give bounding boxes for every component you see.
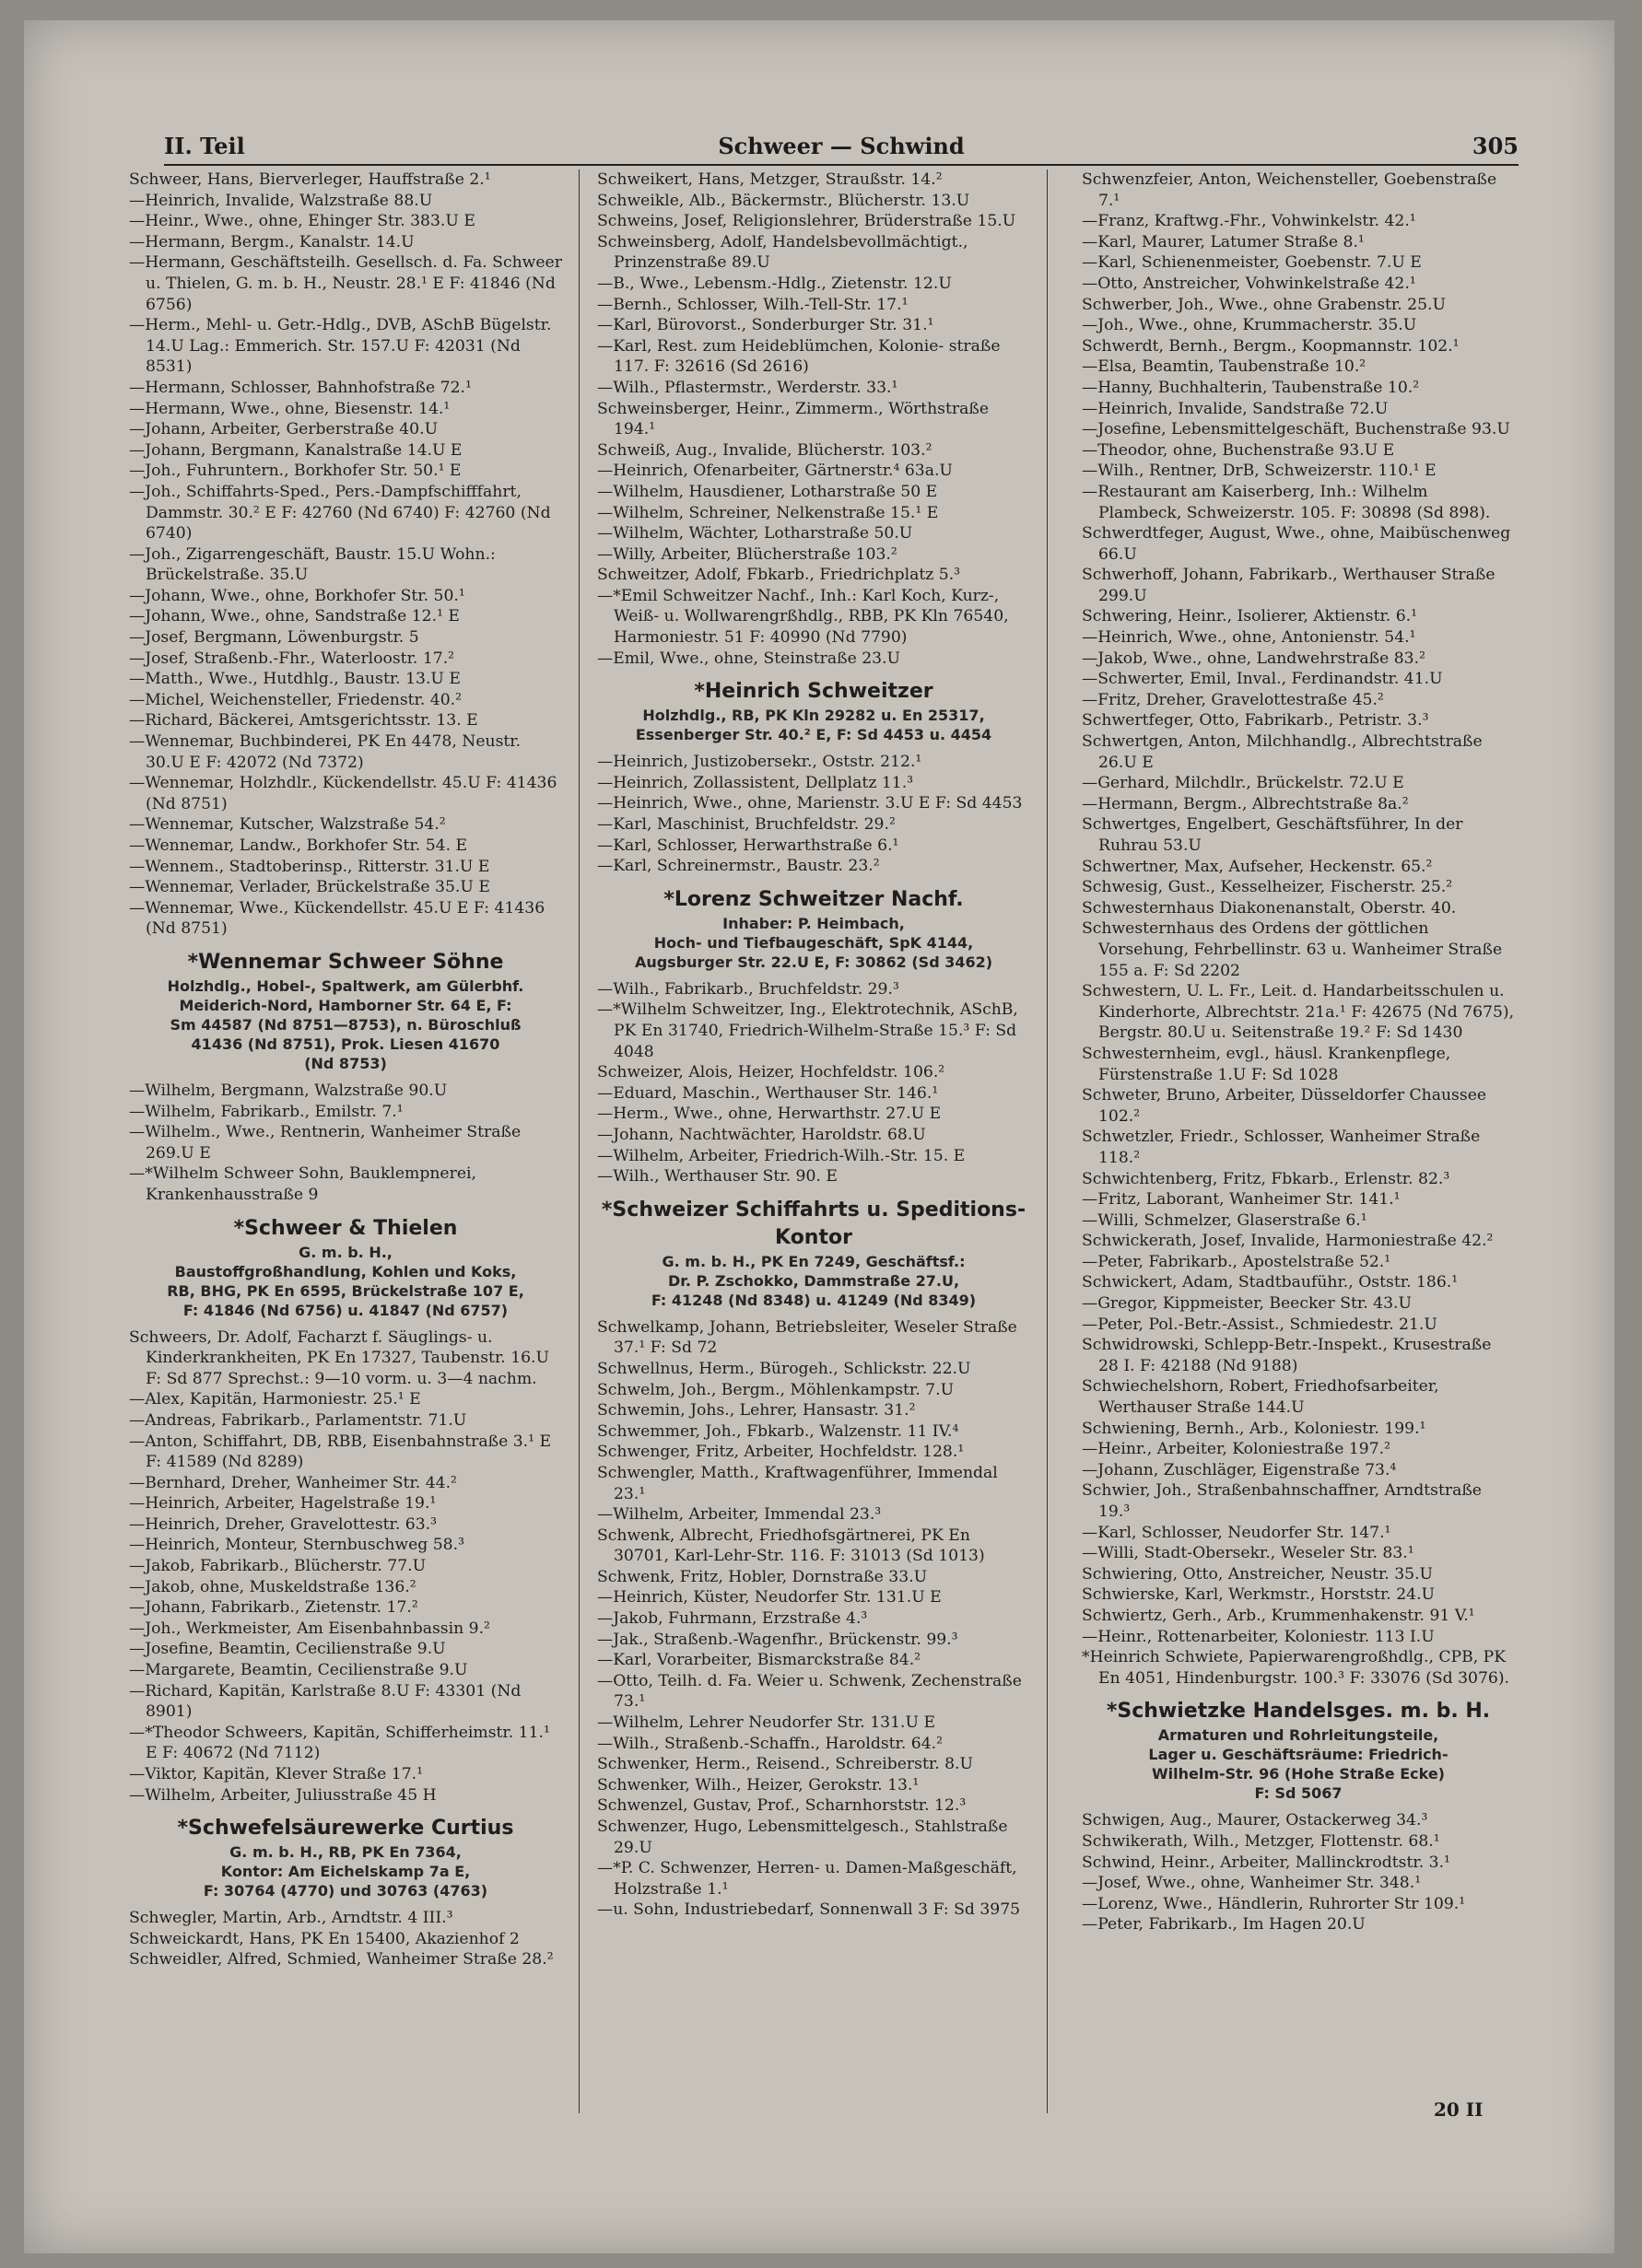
page-header xyxy=(164,127,1519,166)
directory-entry: Schweikle, Alb., Bäckermstr., Blücherstr. 13.U xyxy=(597,191,970,210)
directory-entry: Schwerber, Joh., Wwe., ohne Grabenstr. 25.U xyxy=(1082,295,1446,314)
directory-entry: —Joh., Zigarrengeschäft, Baustr. 15.U Wohn.: Brückelstraße. 35.U xyxy=(129,544,496,585)
directory-entry: *Heinrich Schwiete, Papierwarengroßhdlg., CPB, PK En 4051, Hindenburgstr. 100.³ F: 33076 (Sd 3076). xyxy=(1082,1648,1510,1688)
directory-entry: —Heinrich, Arbeiter, Hagelstraße 19.¹ xyxy=(129,1494,437,1514)
ad-title: *Wennemar Schweer Söhne xyxy=(187,950,504,974)
ad-line: G. m. b. H., PK En 7249, Geschäftsf.: xyxy=(662,1252,966,1270)
directory-entry: Schweitzer, Adolf, Fbkarb., Friedrichplatz 5.³ xyxy=(597,566,961,585)
ad-line: Holzhdlg., Hobel-, Spaltwerk, am Gülerbhf. xyxy=(167,976,524,995)
directory-entry: —Matth., Wwe., Hutdhlg., Baustr. 13.U E xyxy=(129,670,461,689)
directory-entry: Schwiechelshorn, Robert, Friedhofsarbeiter, Werthauser Straße 144.U xyxy=(1082,1377,1439,1418)
directory-entry: Schwetzler, Friedr., Schlosser, Wanheimer Straße 118.² xyxy=(1082,1128,1481,1167)
directory-entry: —Karl, Schlosser, Herwarthstraße 6.¹ xyxy=(597,836,899,855)
directory-entry: —*P. C. Schwenzer, Herren- u. Damen-Maßgeschäft, Holzstraße 1.¹ xyxy=(597,1859,1017,1899)
directory-entry: —Wilhelm, Hausdiener, Lotharstraße 50 E xyxy=(597,482,938,501)
directory-entry: —Josef, Wwe., ohne, Wanheimer Str. 348.¹ xyxy=(1082,1874,1422,1893)
directory-entry: —Eduard, Maschin., Werthauser Str. 146.¹ xyxy=(597,1083,939,1103)
directory-entry: Schweers, Dr. Adolf, Facharzt f. Säuglings- u. Kinderkrankheiten, PK En 17327, Taubenstr. 16.U F: Sd 877 Sprechst.: 9—10 vorm. u. 3—4 nachm. xyxy=(129,1327,550,1388)
directory-entry: —Wilh., Fabrikarb., Bruchfeldstr. 29.³ xyxy=(597,979,899,999)
column-2 xyxy=(597,170,1030,1921)
directory-entry: —Anton, Schiffahrt, DB, RBB, Eisenbahnstraße 3.¹ E F: 41589 (Nd 8289) xyxy=(129,1432,552,1472)
directory-entry: —Wennemar, Kutscher, Walzstraße 54.² xyxy=(129,815,446,835)
directory-entry: —Herm., Wwe., ohne, Herwarthstr. 27.U E xyxy=(597,1105,942,1124)
directory-entry: Schwiering, Otto, Anstreicher, Neustr. 35.U xyxy=(1082,1564,1434,1584)
directory-entry: —Alex, Kapitän, Harmoniestr. 25.¹ E xyxy=(129,1390,421,1409)
directory-entry: —Karl, Rest. zum Heideblümchen, Kolonie- straße 117. F: 32616 (Sd 2616) xyxy=(597,336,1001,377)
directory-entry: Schwind, Heinr., Arbeiter, Mallinckrodtstr. 3.¹ xyxy=(1082,1853,1450,1872)
directory-entry: —*Theodor Schweers, Kapitän, Schifferheimstr. 11.¹ E F: 40672 (Nd 7112) xyxy=(129,1723,550,1763)
ad-title: *Lorenz Schweitzer Nachf. xyxy=(663,887,964,911)
directory-entry: —Schwerter, Emil, Inval., Ferdinandstr. 41.U xyxy=(1082,670,1443,689)
directory-entry: Schwertner, Max, Aufseher, Heckenstr. 65.² xyxy=(1082,857,1433,876)
ad-title: *Schwefelsäurewerke Curtius xyxy=(177,1817,514,1841)
directory-entry: —Karl, Schienenmeister, Goebenstr. 7.U E xyxy=(1082,253,1422,273)
directory-entry: —Andreas, Fabrikarb., Parlamentstr. 71.U xyxy=(129,1410,467,1430)
ad-box-schweer-thielen xyxy=(129,1215,562,1320)
directory-entry: Schwigen, Aug., Maurer, Ostackerweg 34.³ xyxy=(1082,1811,1428,1830)
ad-line: G. m. b. H., RB, PK En 7364, xyxy=(229,1843,462,1862)
ad-line: Augsburger Str. 22.U E, F: 30862 (Sd 3462) xyxy=(634,953,993,971)
directory-entry: —Wilhelm, Lehrer Neudorfer Str. 131.U E xyxy=(597,1713,935,1733)
directory-entry: —Karl, Schlosser, Neudorfer Str. 147.¹ xyxy=(1082,1523,1391,1542)
ad-line: F: 30764 (4770) und 30763 (4763) xyxy=(203,1882,488,1900)
directory-entry: —Lorenz, Wwe., Händlerin, Ruhrorter Str 109.¹ xyxy=(1082,1894,1466,1913)
directory-entry: —Joh., Schiffahrts-Sped., Pers.-Dampfschifffahrt, Dammstr. 30.² E F: 42760 (Nd 6740) F: 42760 (Nd 6740) xyxy=(129,482,551,544)
directory-entry: —Wilh., Straßenb.-Schaffn., Haroldstr. 64.² xyxy=(597,1734,944,1753)
ad-line: Armaturen und Rohrleitungsteile, xyxy=(1157,1726,1439,1745)
directory-entry: Schwiening, Bernh., Arb., Koloniestr. 199.¹ xyxy=(1082,1419,1426,1438)
directory-entry: —Wennemar, Verlader, Brückelstraße 35.U E xyxy=(129,878,490,897)
directory-entry: —u. Sohn, Industriebedarf, Sonnenwall 3 F: Sd 3975 xyxy=(597,1900,1021,1920)
directory-entry: Schwenker, Herm., Reisend., Schreiberstr. 8.U xyxy=(597,1755,973,1774)
directory-entry: —Jakob, Fabrikarb., Blücherstr. 77.U xyxy=(129,1557,427,1576)
directory-entry: —Michel, Weichensteller, Friedenstr. 40.² xyxy=(129,690,463,709)
directory-entry: Schweinsberger, Heinr., Zimmerm., Wörthstraße 194.¹ xyxy=(597,399,989,439)
directory-entry: Schwickert, Adam, Stadtbauführ., Oststr. 186.¹ xyxy=(1082,1273,1459,1292)
directory-entry: —Heinrich, Wwe., ohne, Marienstr. 3.U E F: Sd 4453 xyxy=(597,794,1023,813)
directory-entry: Schwesternheim, evgl., häusl. Krankenpflege, Fürstenstraße 1.U F: Sd 1028 xyxy=(1082,1044,1451,1084)
ad-line: RB, BHG, PK En 6595, Brückelstraße 107 E, xyxy=(167,1281,524,1300)
column-3 xyxy=(1082,170,1515,1935)
directory-entry: —Heinrich, Küster, Neudorfer Str. 131.U E xyxy=(597,1588,942,1607)
directory-entry: Schwelm, Joh., Bergm., Möhlenkampstr. 7.U xyxy=(597,1380,955,1399)
page-number: 305 xyxy=(1472,133,1519,159)
directory-entry: —Richard, Kapitän, Karlstraße 8.U F: 43301 (Nd 8901) xyxy=(129,1681,522,1722)
directory-entry: —Hermann, Schlosser, Bahnhofstraße 72.¹ xyxy=(129,378,472,397)
directory-entry: —Wilhelm, Fabrikarb., Emilstr. 7.¹ xyxy=(129,1102,404,1121)
directory-entry: —Wilhelm, Arbeiter, Juliusstraße 45 H xyxy=(129,1785,437,1805)
directory-entry: —Johann, Bergmann, Kanalstraße 14.U E xyxy=(129,440,463,460)
directory-entry: Schwellnus, Herm., Bürogeh., Schlickstr. 22.U xyxy=(597,1359,971,1378)
directory-page xyxy=(24,20,1614,2253)
directory-entry: Schwelkamp, Johann, Betriebsleiter, Weseler Straße 37.¹ F: Sd 72 xyxy=(597,1317,1017,1358)
directory-entry: —Jakob, Fuhrmann, Erzstraße 4.³ xyxy=(597,1609,868,1629)
directory-entry: —Hermann, Bergm., Albrechtstraße 8a.² xyxy=(1082,794,1409,813)
directory-entry: —Karl, Maurer, Latumer Straße 8.¹ xyxy=(1082,232,1365,251)
ad-line: (Nd 8753) xyxy=(304,1054,387,1072)
directory-entry: —Wilhelm, Bergmann, Walzstraße 90.U xyxy=(129,1081,448,1100)
directory-entry: —Viktor, Kapitän, Klever Straße 17.¹ xyxy=(129,1765,424,1783)
directory-entry: —Heinrich, Justizobersekr., Oststr. 212.¹ xyxy=(597,753,922,772)
directory-entry: —*Wilhelm Schweitzer, Ing., Elektrotechnik, ASchB, PK En 31740, Friedrich-Wilhelm-Straße 15.³ F: Sd 4048 xyxy=(597,1000,1018,1061)
directory-entry: Schwiertz, Gerh., Arb., Krummenhakenstr. 91 V.¹ xyxy=(1082,1606,1475,1625)
directory-entry: Schweizer, Alois, Heizer, Hochfeldstr. 106.² xyxy=(597,1063,945,1082)
directory-entry: —Johann, Nachtwächter, Haroldstr. 68.U xyxy=(597,1125,926,1144)
directory-entry: Schwertgen, Anton, Milchhandlg., Albrechtstraße 26.U E xyxy=(1082,732,1483,772)
directory-entry: —Joh., Fuhruntern., Borkhofer Str. 50.¹ E xyxy=(129,462,462,481)
directory-entry: —Johann, Fabrikarb., Zietenstr. 17.² xyxy=(129,1598,418,1618)
directory-entry: —Fritz, Dreher, Gravelottestraße 45.² xyxy=(1082,690,1384,709)
directory-entry: Schweter, Bruno, Arbeiter, Düsseldorfer Chaussee 102.² xyxy=(1082,1086,1487,1126)
directory-entry: Schwering, Heinr., Isolierer, Aktienstr. 6.¹ xyxy=(1082,607,1418,626)
directory-entry: Schwenker, Wilh., Heizer, Gerokstr. 13.¹ xyxy=(597,1775,920,1795)
part-label: II. Teil xyxy=(164,133,245,159)
directory-entry: —Jakob, Wwe., ohne, Landwehrstraße 83.² xyxy=(1082,649,1425,668)
directory-entry: —Heinr., Rottenarbeiter, Koloniestr. 113 I.U xyxy=(1082,1627,1435,1646)
directory-entry: Schwenzfeier, Anton, Weichensteller, Goebenstraße 7.¹ xyxy=(1082,170,1497,210)
directory-entry: Schweiß, Aug., Invalide, Blücherstr. 103.² xyxy=(597,440,932,460)
directory-entry: —Willi, Stadt-Obersekr., Weseler Str. 83.¹ xyxy=(1082,1544,1414,1563)
directory-entry: Schwerdtfeger, August, Wwe., ohne, Maibüschenweg 66.U xyxy=(1082,524,1511,564)
directory-entry: —Karl, Vorarbeiter, Bismarckstraße 84.² xyxy=(597,1651,921,1670)
directory-entry: —Heinr., Wwe., ohne, Ehinger Str. 383.U E xyxy=(129,212,475,231)
directory-entry: —Peter, Fabrikarb., Apostelstraße 52.¹ xyxy=(1082,1252,1391,1271)
ad-line: F: 41846 (Nd 6756) u. 41847 (Nd 6757) xyxy=(182,1301,509,1319)
directory-entry: —Otto, Anstreicher, Vohwinkelstraße 42.¹ xyxy=(1082,274,1416,293)
directory-entry: Schwenger, Fritz, Arbeiter, Hochfeldstr. 128.¹ xyxy=(597,1443,965,1462)
directory-entry: Schwengler, Matth., Kraftwagenführer, Immendal 23.¹ xyxy=(597,1463,998,1503)
directory-entry: —Hermann, Geschäftsteilh. Gesellsch. d. Fa. Schweer u. Thielen, G. m. b. H., Neustr. 28.¹ E F: 41846 (Nd 6756) xyxy=(129,253,562,314)
column-1 xyxy=(129,170,562,1970)
directory-entry: —Otto, Teilh. d. Fa. Weier u. Schwenk, Zechenstraße 73.¹ xyxy=(597,1671,1022,1712)
directory-entry: —Wilh., Pflastermstr., Werderstr. 33.¹ xyxy=(597,378,898,397)
directory-entry: Schwickerath, Josef, Invalide, Harmoniestraße 42.² xyxy=(1082,1232,1494,1251)
ad-box-heinrich-schweitzer xyxy=(597,678,1030,744)
directory-entry: Schweidler, Alfred, Schmied, Wanheimer Straße 28.² xyxy=(129,1950,554,1970)
directory-entry: —Wennemar, Wwe., Kückendellstr. 45.U E F: 41436 (Nd 8751) xyxy=(129,898,545,939)
directory-entry: —*Wilhelm Schweer Sohn, Bauklempnerei, Krankenhausstraße 9 xyxy=(129,1164,476,1204)
directory-entry: Schwestern, U. L. Fr., Leit. d. Handarbeitsschulen u. Kinderhorte, Albrechtstr. 21a.¹ F: 42675 (Nd 7675), Bergstr. 80.U u. Seitenstraße 19.² F: Sd 1430 xyxy=(1082,982,1515,1043)
directory-entry: Schwerhoff, Johann, Fabrikarb., Werthauser Straße 299.U xyxy=(1082,566,1495,605)
directory-entry: —Johann, Wwe., ohne, Sandstraße 12.¹ E xyxy=(129,607,460,626)
ad-box-schweizer-schiffahrts xyxy=(597,1197,1030,1310)
ad-title: *Heinrich Schweitzer xyxy=(694,680,933,704)
directory-entry: —Peter, Fabrikarb., Im Hagen 20.U xyxy=(1082,1915,1366,1935)
directory-entry: —Theodor, ohne, Buchenstraße 93.U E xyxy=(1082,440,1395,460)
directory-entry: —Heinrich, Ofenarbeiter, Gärtnerstr.⁴ 63a.U xyxy=(597,462,953,481)
directory-entry: Schweinsberg, Adolf, Handelsbevollmächtigt., Prinzenstraße 89.U xyxy=(597,232,968,273)
ad-line: Holzhdlg., RB, PK Kln 29282 u. En 25317, xyxy=(642,707,985,725)
directory-entry: —Emil, Wwe., ohne, Steinstraße 23.U xyxy=(597,649,901,668)
directory-entry: —Wilhelm, Schreiner, Nelkenstraße 15.¹ E xyxy=(597,503,939,522)
directory-entry: Schweins, Josef, Religionslehrer, Brüderstraße 15.U xyxy=(597,212,1016,231)
directory-entry: —Wennem., Stadtoberinsp., Ritterstr. 31.U E xyxy=(129,857,490,876)
directory-entry: —Jak., Straßenb.-Wagenfhr., Brückenstr. 99.³ xyxy=(597,1630,958,1649)
directory-entry: Schwesternhaus Diakonenanstalt, Oberstr. 40. xyxy=(1082,898,1457,918)
directory-entry: Schwier, Joh., Straßenbahnschaffner, Arndtstraße 19.³ xyxy=(1082,1481,1482,1521)
directory-entry: Schwertges, Engelbert, Geschäftsführer, In der Ruhrau 53.U xyxy=(1082,815,1463,855)
directory-entry: —Wennemar, Holzhdlr., Kückendellstr. 45.U F: 41436 (Nd 8751) xyxy=(129,774,557,813)
directory-entry: Schwesternhaus des Ordens der göttlichen Vorsehung, Fehrbellinstr. 63 u. Wanheimer Straße 155 a. F: Sd 2202 xyxy=(1082,919,1503,980)
directory-entry: —Wilhelm, Arbeiter, Immendal 23.³ xyxy=(597,1505,882,1525)
directory-entry: —Hanny, Buchhalterin, Taubenstraße 10.² xyxy=(1082,378,1420,397)
directory-entry: —Heinrich, Invalide, Sandstraße 72.U xyxy=(1082,399,1389,418)
directory-entry: —Wilhelm., Wwe., Rentnerin, Wanheimer Straße 269.U E xyxy=(129,1123,522,1163)
ad-title: *Schweizer Schiffahrts u. Speditions-Kontor xyxy=(601,1198,1026,1249)
directory-entry: —Fritz, Laborant, Wanheimer Str. 141.¹ xyxy=(1082,1190,1401,1210)
directory-entry: Schwenzel, Gustav, Prof., Scharnhorststr. 12.³ xyxy=(597,1796,967,1816)
directory-entry: —Jakob, ohne, Muskeldstraße 136.² xyxy=(129,1577,416,1596)
ad-box-schwefelsaeurewerke-curtius xyxy=(129,1815,562,1900)
directory-entry: Schwichtenberg, Fritz, Fbkarb., Erlenstr. 82.³ xyxy=(1082,1169,1450,1188)
directory-entry: Schwenk, Fritz, Hobler, Dornstraße 33.U xyxy=(597,1567,928,1586)
directory-entry: —Wilhelm, Arbeiter, Friedrich-Wilh.-Str. 15. E xyxy=(597,1146,966,1165)
ad-line: F: 41248 (Nd 8348) u. 41249 (Nd 8349) xyxy=(651,1291,977,1309)
ad-line: Essenberger Str. 40.² E, F: Sd 4453 u. 4454 xyxy=(635,726,992,744)
directory-entry: —*Emil Schweitzer Nachf., Inh.: Karl Koch, Kurz-, Weiß- u. Wollwarengrßhdlg., RBB, PK Kln 76540, Harmoniestr. 51 F: 40990 (Nd 7790) xyxy=(597,586,1009,648)
ad-line: F: Sd 5067 xyxy=(1254,1784,1343,1803)
directory-entry: Schwesig, Gust., Kesselheizer, Fischerstr. 25.² xyxy=(1082,878,1453,897)
directory-entry: —Heinrich, Wwe., ohne, Antonienstr. 54.¹ xyxy=(1082,628,1416,648)
directory-entry: —Willi, Schmelzer, Glaserstraße 6.¹ xyxy=(1082,1210,1367,1230)
directory-entry: —Bernh., Schlosser, Wilh.-Tell-Str. 17.¹ xyxy=(597,295,909,314)
directory-entry: —Heinrich, Monteur, Sternbuschweg 58.³ xyxy=(129,1536,464,1555)
directory-entry: —Elsa, Beamtin, Taubenstraße 10.² xyxy=(1082,357,1366,377)
directory-entry: —Johann, Arbeiter, Gerberstraße 40.U xyxy=(129,420,439,439)
name-range: Schweer — Schwind xyxy=(718,133,965,159)
ad-box-lorenz-schweitzer xyxy=(597,886,1030,972)
directory-entry: —Wennemar, Landw., Borkhofer Str. 54. E xyxy=(129,836,468,855)
directory-entry: —Hermann, Bergm., Kanalstr. 14.U xyxy=(129,232,415,251)
directory-entry: Schwenzer, Hugo, Lebensmittelgesch., Stahlstraße 29.U xyxy=(597,1818,1008,1857)
ad-title: *Schweer & Thielen xyxy=(233,1216,458,1240)
ad-title: *Schwietzke Handelsges. m. b. H. xyxy=(1106,1700,1491,1724)
directory-entry: Schwemin, Johs., Lehrer, Hansastr. 31.² xyxy=(597,1401,916,1420)
directory-entry: —Karl, Bürovorst., Sonderburger Str. 31.¹ xyxy=(597,316,934,335)
directory-entry: —Joh., Wwe., ohne, Krummacherstr. 35.U xyxy=(1082,316,1417,335)
ad-line: Inhaber: P. Heimbach, xyxy=(722,914,905,932)
ad-box-schwietzke xyxy=(1082,1698,1515,1803)
directory-entry: —Wilh., Werthauser Str. 90. E xyxy=(597,1167,838,1187)
ad-line: Sm 44587 (Nd 8751—8753), n. Büroschluß xyxy=(170,1015,522,1034)
directory-entry: Schweer, Hans, Bierverleger, Hauffstraße 2.¹ xyxy=(129,170,491,189)
directory-entry: —Karl, Schreinermstr., Baustr. 23.² xyxy=(597,857,880,876)
directory-entry: Schwenk, Albrecht, Friedhofsgärtnerei, PK En 30701, Karl-Lehr-Str. 116. F: 31013 (Sd 1013) xyxy=(597,1526,985,1566)
directory-entry: —Franz, Kraftwg.-Fhr., Vohwinkelstr. 42.¹ xyxy=(1082,212,1416,231)
ad-line: Hoch- und Tiefbaugeschäft, SpK 4144, xyxy=(653,933,974,952)
directory-entry: Schweikert, Hans, Metzger, Straußstr. 14.² xyxy=(597,170,943,189)
ad-line: Wilhelm-Str. 96 (Hohe Straße Ecke) xyxy=(1151,1765,1445,1783)
directory-entry: —Johann, Zuschläger, Eigenstraße 73.⁴ xyxy=(1082,1460,1397,1479)
directory-entry: —Margarete, Beamtin, Cecilienstraße 9.U xyxy=(129,1661,468,1680)
directory-entry: —Josefine, Lebensmittelgeschäft, Buchenstraße 93.U xyxy=(1082,420,1510,439)
directory-entry: —Joh., Werkmeister, Am Eisenbahnbassin 9.² xyxy=(129,1619,490,1638)
directory-entry: —Gerhard, Milchdlr., Brückelstr. 72.U E xyxy=(1082,774,1404,793)
ad-box-wennemar-schweer-soehne xyxy=(129,949,562,1073)
directory-entry: —B., Wwe., Lebensm.-Hdlg., Zietenstr. 12.U xyxy=(597,274,952,293)
directory-entry: —Heinrich, Zollassistent, Dellplatz 11.³ xyxy=(597,773,914,792)
ad-line: Lager u. Geschäftsräume: Friedrich- xyxy=(1148,1746,1448,1764)
ad-line: Dr. P. Zschokko, Dammstraße 27.U, xyxy=(667,1271,960,1290)
directory-entry: —Heinrich, Dreher, Gravelottestr. 63.³ xyxy=(129,1514,438,1534)
directory-entry: —Josef, Bergmann, Löwenburgstr. 5 xyxy=(129,628,419,648)
directory-entry: —Hermann, Wwe., ohne, Biesenstr. 14.¹ xyxy=(129,399,451,418)
directory-entry: —Karl, Maschinist, Bruchfeldstr. 29.² xyxy=(597,815,896,835)
directory-entry: —Herm., Mehl- u. Getr.-Hdlg., DVB, ASchB Bügelstr. 14.U Lag.: Emmerich. Str. 157.U F: 42031 (Nd 8531) xyxy=(129,316,552,377)
directory-entry: —Wilhelm, Wächter, Lotharstraße 50.U xyxy=(597,524,913,544)
directory-entry: Schwidrowski, Schlepp-Betr.-Inspekt., Krusestraße 28 I. F: 42188 (Nd 9188) xyxy=(1082,1336,1492,1375)
directory-entry: Schwemmer, Joh., Fbkarb., Walzenstr. 11 IV.⁴ xyxy=(597,1421,959,1441)
ad-line: 41436 (Nd 8751), Prok. Liesen 41670 xyxy=(191,1035,500,1053)
directory-entry: —Restaurant am Kaiserberg, Inh.: Wilhelm Plambeck, Schweizerstr. 105. F: 30898 (Sd 898). xyxy=(1082,482,1491,522)
directory-entry: —Wennemar, Buchbinderei, PK En 4478, Neustr. 30.U E F: 42072 (Nd 7372) xyxy=(129,732,522,772)
directory-entry: —Josef, Straßenb.-Fhr., Waterloostr. 17.² xyxy=(129,649,455,668)
directory-entry: Schweickardt, Hans, PK En 15400, Akazienhof 2 xyxy=(129,1929,520,1948)
ad-line: Meiderich-Nord, Hamborner Str. 64 E, F: xyxy=(179,996,512,1014)
directory-entry: —Bernhard, Dreher, Wanheimer Str. 44.² xyxy=(129,1473,457,1492)
sheet-mark: 20 II xyxy=(1434,2098,1484,2121)
directory-entry: —Johann, Wwe., ohne, Borkhofer Str. 50.¹ xyxy=(129,586,465,605)
directory-entry: Schwerdt, Bernh., Bergm., Koopmannstr. 102.¹ xyxy=(1082,336,1460,356)
directory-entry: —Richard, Bäckerei, Amtsgerichtsstr. 13. E xyxy=(129,711,478,731)
directory-entry: —Willy, Arbeiter, Blücherstraße 103.² xyxy=(597,544,897,564)
directory-entry: —Wilh., Rentner, DrB, Schweizerstr. 110.¹ E xyxy=(1082,462,1437,481)
ad-line: Baustoffgroßhandlung, Kohlen und Koks, xyxy=(174,1262,517,1280)
directory-entry: —Peter, Pol.-Betr.-Assist., Schmiedestr. 21.U xyxy=(1082,1315,1437,1334)
directory-entry: —Heinrich, Invalide, Walzstraße 88.U xyxy=(129,191,433,210)
directory-entry: Schwertfeger, Otto, Fabrikarb., Petristr. 3.³ xyxy=(1082,711,1429,731)
directory-entry: —Josefine, Beamtin, Cecilienstraße 9.U xyxy=(129,1640,446,1659)
directory-entry: Schwegler, Martin, Arb., Arndtstr. 4 III.³ xyxy=(129,1909,453,1928)
directory-entry: Schwikerath, Wilh., Metzger, Flottenstr. 68.¹ xyxy=(1082,1831,1440,1851)
ad-line: Kontor: Am Eichelskamp 7a E, xyxy=(220,1863,471,1881)
directory-entry: —Heinr., Arbeiter, Koloniestraße 197.² xyxy=(1082,1440,1391,1459)
directory-entry: —Gregor, Kippmeister, Beecker Str. 43.U xyxy=(1082,1294,1412,1314)
ad-line: G. m. b. H., xyxy=(299,1243,393,1261)
directory-entry: Schwierske, Karl, Werkmstr., Horststr. 24.U xyxy=(1082,1585,1436,1605)
